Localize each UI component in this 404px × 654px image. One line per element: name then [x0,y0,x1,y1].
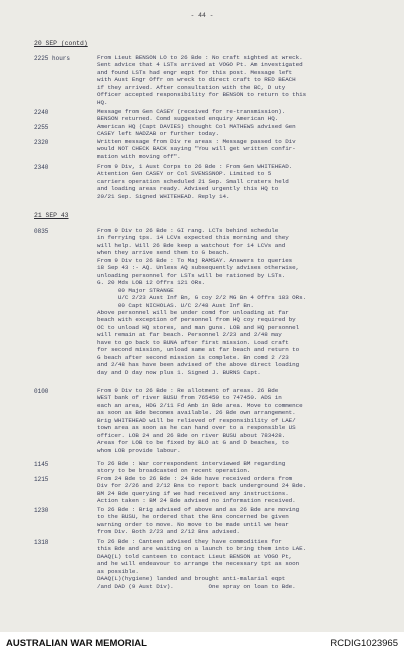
entry-text: From 9 Div, 1 Aust Corps to 26 Bde : From Gen WHITEHEAD. Attention Gen CASEY or Col SVENSSNOP. Limited to 5 carriers operation scheduled 21 Sep. Small craters held and loading areas ready. Advised urgently this HQ to 20/21 Sep. Signed WHITEHEAD. Reply 14. [97,163,293,200]
entry-text: Message from Gen CASEY (received for re-transmission). BENSON returned. Comd suggested enquiry American HQ. [97,108,286,123]
entry-time: 2255 [34,124,49,131]
entry-time: 1145 [34,461,49,468]
entry-time: 2225 hours [34,55,71,62]
entry-time: 2320 [34,139,49,146]
entry-time: 0100 [34,388,49,395]
entry-time: 1230 [34,507,49,514]
archive-footer [0,632,404,654]
entry-time: 1215 [34,476,49,483]
section-heading-21-sep: 21 SEP 43 [34,212,69,219]
footer-institution: AUSTRALIAN WAR MEMORIAL [6,638,147,649]
entry-text: From Lieut BENSON LO to 26 Bde : No craft sighted at wreck. Sent advice that 4 LSTs arrived at VOGO Pt. Am investigated and found LSTs had engr eqpt for this post. Message left with Aust Engr Offr on wreck to direct craft to RED BEACH if they arrived. After consultation with the BC, D uty Officer accepted responsibility for BENSON to return to this HQ. [97,54,307,106]
entry-text: To 26 Bde : Brig advised of above and as 26 Bde are moving to the BUSU, he ordered that the Bns concerned be given warning order to move. No move to be made until we hear from Div. Both 2/23 and 2/12 Bns advised. [97,506,300,536]
entry-text: From 9 Div to 26 Bde : Re allotment of areas. 26 Bde WEST bank of river BUSU from 765450 to 747450. ADS in each an area, HDG 2/11 Fd Amb in Bde area. Move to commence as soon as Bde becomes available. 26 Bde own arrangement. Brig WHITEHEAD will be relieved of responsibility of LAE/ town area as soon as he can hand over to a responsible US officer. LOB 24 and 26 Bde on river BUSU about 783428. Areas for LOB to be fixed by BLO at G and D beaches, to whom LOB provide labour. [97,387,303,454]
entry-text: From 9 Div to 26 Bde : GI rang. LCTs behind schedule in ferrying tps. 14 LCVs expected this morning and they will help. Will 26 Bde keep a watchout for 14 LCVs and when they arrive send them to G beach. From 9 Div to 26 Bde : To Maj RAMSAY. Answers to queries 18 Sep 43 :- AQ. Unless AQ subsequently advises otherwise, unloading personnel for LSTs will be rationed by LSTs. G. 20 Mds LOB 12 Offrs 121 ORs. 00 Major STRANGE U/C 2/23 Aust Inf Bn, G coy 2/2 MG Bn 4 Offrs 183 ORs. 00 Capt NICHOLAS. U/C 2/48 Aust Inf Bn. Above personnel will be under comd for unloading at far beach with exception of personnel from HQ coy required by OC to unload HQ stores, and man guns. LOB and HQ personnel will remain at far beach. Personnel 2/23 and 2/48 may have to go back to BUNA after first mission. Load craft for second mission, unload same at far beach and return to G beach after second mission is complete. Bn comd 2 /23 and 2/48 has have been advised of the above direct loading day and D day now plus 1. Signed J. BURNS Capt. [97,227,307,376]
page-number: - 44 - [190,12,214,19]
entry-time: 1318 [34,539,49,546]
entry-text: From 24 Bde to 26 Bde : 24 Bde have received orders from Div for 2/26 and 2/12 Bns to report back underground 24 Bde. BM 24 Bde querying if we had received any instructions. Action taken : BM 24 Bde advised no information received. [97,475,307,505]
entry-time: 0835 [34,228,49,235]
entry-text: Written message from Div re areas : Message passed to Div would NOT CHECK BACK saying "You will get written confir- mation with moving off". [97,138,296,160]
entry-text: To 26 Bde : Canteen advised they have commodities for this Bde and are waiting on a launch to bring them into LAE. DAAQ(L) told canteen to contact Lieut BENSON at VOGO Pt, and he will endeavour to arrange the necessary tpt as soon as possible. DAAQ(L)(hygiene) landed and brought anti-malarial eqpt /and DAD (9 Aust Div). One spray on loan to Bde. [97,538,307,590]
section-heading-20-sep: 20 SEP (contd) [34,40,88,47]
entry-time: 2240 [34,109,49,116]
entry-text: To 26 Bde : War correspondent interviewed BM regarding story to be broadcasted on recent operation. [97,460,286,475]
entry-text: American HQ (Capt DAVIES) thought Col MATHEWS advised Gen CASEY left NADZAB or further today. [97,123,296,138]
footer-record-id: RCDIG1023965 [330,638,398,649]
entry-time: 2340 [34,164,49,171]
